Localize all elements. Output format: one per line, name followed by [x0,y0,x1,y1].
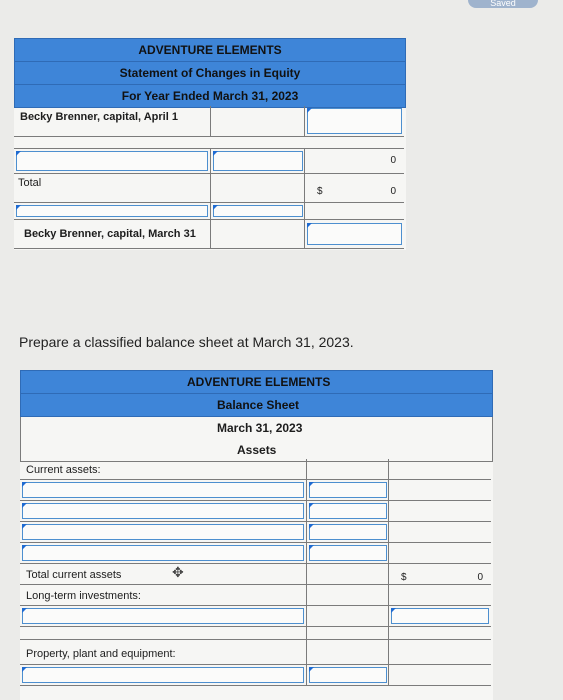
total-current-assets-value: 0 [477,572,483,583]
ppe-name-input[interactable] [22,667,304,683]
current-asset-amount-input[interactable] [309,503,387,519]
table-row [20,480,491,501]
equity-amount-input[interactable] [213,205,303,217]
equity-item-input[interactable] [16,205,208,217]
company-name: ADVENTURE ELEMENTS [21,371,492,394]
long-term-investments-label: Long-term investments: [26,590,141,602]
move-cursor-icon: ✥ [172,564,184,580]
total-currency: $ [317,186,323,197]
table-row [14,203,404,220]
table-row [14,220,404,249]
current-asset-name-input[interactable] [22,503,304,519]
table-row [20,640,491,665]
table-row [20,501,491,522]
instruction-text: Prepare a classified balance sheet at March 31, 2023. [19,334,354,350]
equity-amount-input[interactable] [213,151,303,171]
company-name: ADVENTURE ELEMENTS [15,39,405,62]
balance-sheet-title: Balance Sheet [217,398,300,412]
total-current-assets-currency: $ [401,572,407,583]
equity-item-input[interactable] [16,151,208,171]
ppe-amount-input[interactable] [309,667,387,683]
total-current-assets-label: Total current assets [26,569,122,581]
table-row [20,627,491,640]
total-value: 0 [390,186,396,197]
table-row [20,585,491,606]
table-row [14,149,404,174]
table-row [20,564,491,585]
opening-capital-input[interactable] [307,108,402,134]
balance-sheet-subheader [20,417,493,462]
current-asset-amount-input[interactable] [309,545,387,561]
current-asset-name-input[interactable] [22,482,304,498]
table-row [20,606,491,627]
opening-capital-label: Becky Brenner, capital, April 1 [20,111,178,123]
current-asset-name-input[interactable] [22,545,304,561]
equity-statement-header [14,38,406,108]
assets-section-heading: Assets [237,443,277,457]
current-asset-amount-input[interactable] [309,482,387,498]
statement-period: For Year Ended March 31, 2023 [121,89,299,103]
subtotal-value: 0 [390,155,396,166]
investment-name-input[interactable] [22,608,304,624]
closing-capital-input[interactable] [307,223,402,245]
current-asset-amount-input[interactable] [309,524,387,540]
table-row [14,106,404,137]
balance-sheet-grid [20,459,491,700]
investment-amount-input[interactable] [391,608,489,624]
table-row [20,459,491,480]
ppe-label: Property, plant and equipment: [26,648,176,660]
current-asset-name-input[interactable] [22,524,304,540]
saved-status-badge: Saved [468,0,538,8]
table-row [20,543,491,564]
closing-capital-label: Becky Brenner, capital, March 31 [24,228,196,240]
current-assets-label: Current assets: [26,464,101,476]
equity-statement-table [14,38,406,250]
table-row [14,174,404,203]
statement-title: Statement of Changes in Equity [15,62,405,85]
total-label: Total [18,177,42,189]
balance-sheet-header [20,370,493,417]
table-row [14,137,404,149]
balance-sheet-table [20,370,493,700]
equity-statement-grid [14,106,404,249]
table-row [20,522,491,543]
table-row [20,665,491,686]
balance-sheet-date: March 31, 2023 [217,421,303,435]
